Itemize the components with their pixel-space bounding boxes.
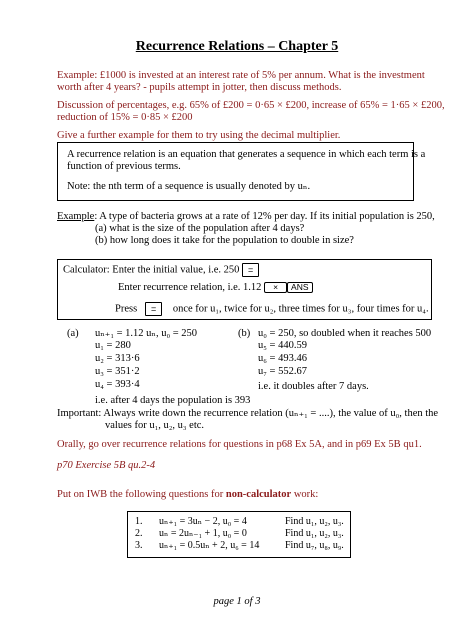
example2-label: Example	[57, 211, 95, 222]
question-row	[135, 516, 350, 528]
iwb-emphasis: non-calculator	[225, 489, 292, 500]
solution-a-row: u₃ = 351·2	[95, 366, 140, 377]
example2-part-a: (a) what is the size of the population after 4 days?	[95, 223, 305, 234]
solution-b-row: u₅ = 440.59	[258, 340, 307, 351]
page-title: Recurrence Relations – Chapter 5	[135, 39, 339, 54]
question-number: 2.	[135, 528, 143, 539]
solution-a-row: u₄ = 393·4	[95, 379, 140, 390]
orally-line: Orally, go over recurrence relations for questions in p68 Ex 5A, and in p69 Ex 5B qu1.	[57, 439, 422, 450]
solution-b-row: u₇ = 552.67	[258, 366, 307, 377]
exercise-reference: p70 Exercise 5B qu.2-4	[57, 460, 156, 471]
solution-a-row: u₁ = 280	[95, 340, 131, 351]
question-number: 3.	[135, 540, 143, 551]
definition-line1: A recurrence relation is an equation that generates a sequence in which each term is a	[67, 149, 426, 160]
definition-line2: function of previous terms.	[67, 161, 181, 172]
solution-b-label: (b)	[238, 328, 251, 339]
question-find: Find u₁, u₂, u₃.	[285, 528, 344, 539]
question-row	[135, 528, 350, 540]
discussion-line2: reduction of 15% = 0·85 × £200	[57, 112, 193, 123]
solution-a-conclusion: i.e. after 4 days the population is 393	[95, 395, 251, 406]
ans-key: ANS	[287, 282, 312, 293]
further-example: Give a further example for them to try using the decimal multiplier.	[57, 130, 341, 141]
calculator-line1	[63, 263, 259, 277]
calculator-line3	[115, 302, 429, 316]
question-find: Find u₁, u₂, u₃.	[285, 516, 344, 527]
calculator-line2	[118, 281, 313, 294]
important-line2: values for u₁, u₂, u₃ etc.	[105, 420, 205, 431]
questions-table	[135, 516, 350, 552]
page-footer: page 1 of 3	[213, 596, 261, 607]
definition-note: Note: the nth term of a sequence is usually denoted by uₙ.	[67, 181, 311, 192]
calculator-line3-text: once for u₁, twice for u₂, three times for u₃, four times for u₄.	[172, 303, 429, 315]
solution-b-conclusion: i.e. it doubles after 7 days.	[258, 381, 369, 392]
solution-a-row: uₙ₊₁ = 1.12 uₙ, u₀ = 250	[95, 328, 198, 339]
question-number: 1.	[135, 516, 143, 527]
iwb-prefix: Put on IWB the following questions for	[57, 489, 226, 500]
discussion-line1: Discussion of percentages, e.g. 65% of £200 = 0·65 × £200, increase of 65% = 1·65 × £200,	[57, 100, 445, 111]
important-line1: Important: Always write down the recurrence relation (uₙ₊₁ = ....), the value of u₀, then the	[57, 408, 439, 419]
example1-line1: Example: £1000 is invested at an interest rate of 5% per annum. What is the investment	[57, 70, 425, 81]
times-key: ×	[264, 282, 287, 293]
solution-a-row: u₂ = 313·6	[95, 353, 140, 364]
solution-a-label: (a)	[67, 328, 79, 339]
iwb-suffix: work:	[291, 489, 319, 500]
solution-b-row: u₆ = 493.46	[258, 353, 307, 364]
iwb-line	[57, 488, 318, 501]
example1-line2: worth after 4 years? - pupils attempt in jotter, then discuss methods.	[57, 82, 342, 93]
equals-key: =	[242, 263, 259, 277]
calculator-line1-text: Calculator: Enter the initial value, i.e. 250	[63, 264, 240, 276]
solution-b-row: u₀ = 250, so doubled when it reaches 500	[258, 328, 432, 339]
question-relation: uₙ = 2uₙ₋₁ + 1, u₀ = 0	[159, 528, 247, 539]
question-find: Find u₇, u₈, u₉.	[285, 540, 344, 551]
calculator-line2-text: Enter recurrence relation, i.e. 1.12	[118, 282, 262, 293]
question-relation: uₙ₊₁ = 3uₙ − 2, u₀ = 4	[159, 516, 247, 527]
press-label: Press	[115, 303, 138, 315]
example2-text: : A type of bacteria grows at a rate of 12% per day. If its initial population is 250,	[94, 211, 435, 222]
equals-key-2: =	[145, 302, 162, 316]
question-row	[135, 540, 350, 552]
question-relation: uₙ₊₁ = 0.5uₙ + 2, u₆ = 14	[159, 540, 260, 551]
example2-part-b: (b) how long does it take for the population to double in size?	[95, 235, 354, 246]
